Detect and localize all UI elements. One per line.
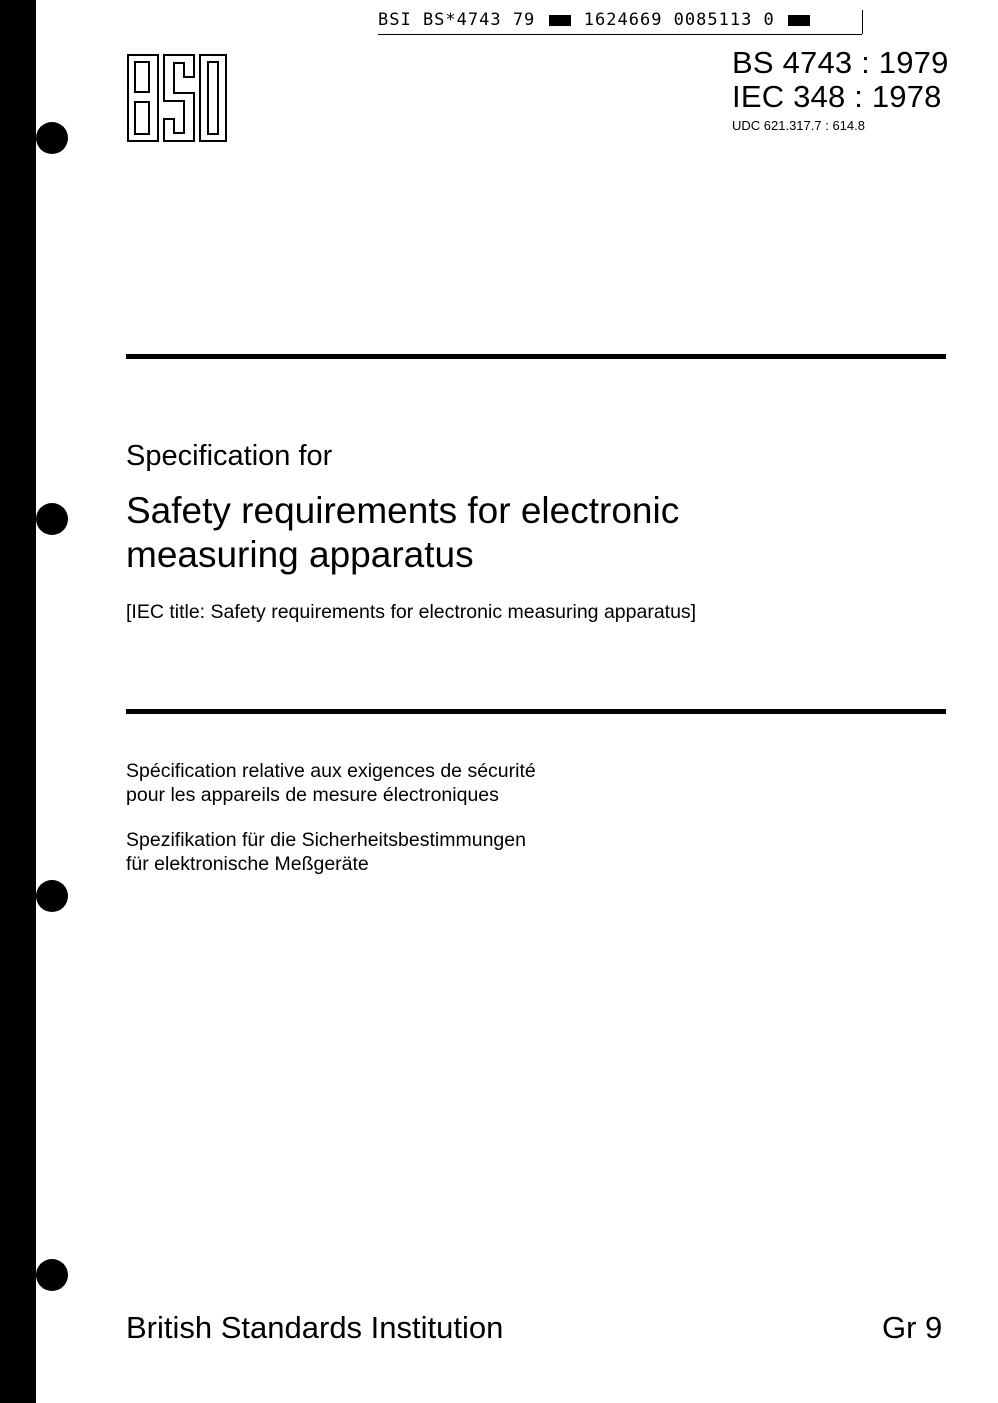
standard-numbers: [732, 46, 949, 133]
udc-code: UDC 621.317.7 : 614.8: [732, 118, 865, 133]
catalog-tick: [862, 10, 863, 34]
title-line: measuring apparatus: [126, 534, 474, 575]
price-group: Gr 9: [882, 1310, 943, 1345]
punch-hole: [36, 122, 68, 154]
title-line: Safety requirements for electronic: [126, 490, 680, 531]
scan-left-edge: [0, 0, 36, 1403]
bs-number: BS 4743 : 1979: [732, 45, 949, 80]
catalog-code-suffix: 1624669 0085113 0: [583, 10, 775, 30]
iec-title: [IEC title: Safety requirements for electronic measuring apparatus]: [126, 601, 697, 623]
catalog-code: [378, 8, 812, 32]
german-title: [126, 828, 726, 876]
catalog-code-prefix: BSI BS*4743 79: [378, 10, 536, 30]
german-title-line: für elektronische Meßgeräte: [126, 853, 369, 875]
french-title-line: pour les appareils de mesure électroniques: [126, 784, 499, 806]
iec-number: IEC 348 : 1978: [732, 79, 942, 114]
bsi-logo: [126, 53, 230, 143]
german-title-line: Spezifikation für die Sicherheitsbestimmungen: [126, 829, 526, 851]
top-rule: [126, 354, 946, 359]
middle-rule: [126, 709, 946, 714]
punch-hole: [36, 503, 68, 535]
barcode-mark: [549, 15, 571, 26]
punch-hole: [36, 1259, 68, 1291]
punch-hole: [36, 880, 68, 912]
document-title: [126, 489, 846, 577]
catalog-underline: [378, 34, 862, 35]
barcode-mark: [788, 15, 810, 26]
title-lead: Specification for: [126, 440, 333, 472]
publisher-name: British Standards Institution: [126, 1310, 504, 1345]
french-title: [126, 759, 726, 807]
french-title-line: Spécification relative aux exigences de sécurité: [126, 760, 536, 782]
